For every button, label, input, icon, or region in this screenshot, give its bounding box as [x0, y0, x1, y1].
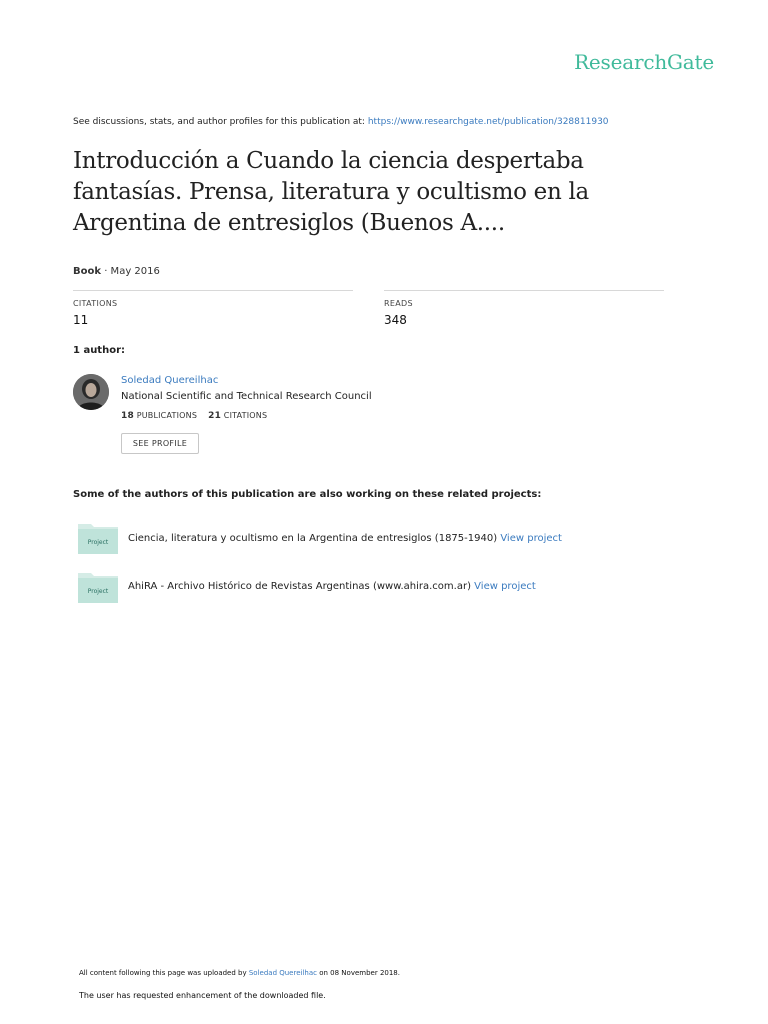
- publication-link-line: [73, 117, 609, 127]
- view-project-link[interactable]: View project: [474, 581, 536, 592]
- upload-prefix: All content following this page was uploaded by: [79, 969, 247, 977]
- citations-divider: [73, 290, 353, 291]
- project-title: Ciencia, literatura y ocultismo en la Argentina de entresiglos (1875-1940): [128, 533, 498, 544]
- publication-meta: [73, 266, 160, 277]
- author-stats: [121, 411, 267, 421]
- author-publications-label: PUBLICATIONS: [136, 411, 198, 420]
- project-item: [128, 581, 536, 592]
- reads-divider: [384, 290, 664, 291]
- publication-type: Book: [73, 266, 102, 277]
- publication-date: · May 2016: [104, 266, 160, 277]
- view-project-link[interactable]: View project: [500, 533, 562, 544]
- project-folder-icon: [77, 521, 119, 555]
- project-icon-label: Project: [87, 588, 109, 595]
- project-folder-icon: [77, 570, 119, 604]
- enhancement-note: The user has requested enhancement of the downloaded file.: [79, 991, 326, 1000]
- author-institution: National Scientific and Technical Research Council: [121, 391, 372, 402]
- author-name-link[interactable]: Soledad Quereilhac: [121, 375, 219, 386]
- reads-label: READS: [384, 299, 413, 308]
- upload-note: [79, 969, 400, 977]
- reads-value: 348: [384, 313, 407, 327]
- author-citations-label: CITATIONS: [223, 411, 268, 420]
- author-photo-icon: [73, 374, 109, 410]
- project-item: [128, 533, 562, 544]
- citations-value: 11: [73, 313, 89, 327]
- publication-url-link[interactable]: https://www.researchgate.net/publication/328811930: [367, 117, 609, 127]
- see-discussions-text: See discussions, stats, and author profiles for this publication at:: [73, 117, 365, 127]
- author-citations-count: 21: [208, 411, 222, 421]
- publication-title: Introducción a Cuando la ciencia despertaba fantasías. Prensa, literatura y ocultismo en la Argentina de entresiglos (Buenos A....: [73, 148, 589, 236]
- upload-suffix: on 08 November 2018.: [319, 969, 400, 977]
- project-icon-label: Project: [87, 539, 109, 546]
- see-profile-button[interactable]: SEE PROFILE: [121, 433, 199, 454]
- project-title: AhiRA - Archivo Histórico de Revistas Argentinas (www.ahira.com.ar): [128, 581, 471, 592]
- related-projects-heading: Some of the authors of this publication are also working on these related projects:: [73, 489, 542, 500]
- researchgate-logo[interactable]: ResearchGate: [574, 50, 714, 74]
- author-avatar[interactable]: [73, 374, 109, 410]
- citations-label: CITATIONS: [73, 299, 118, 308]
- uploader-link[interactable]: Soledad Quereilhac: [248, 969, 317, 977]
- authors-heading: 1 author:: [73, 345, 126, 356]
- author-publications-count: 18: [121, 411, 134, 421]
